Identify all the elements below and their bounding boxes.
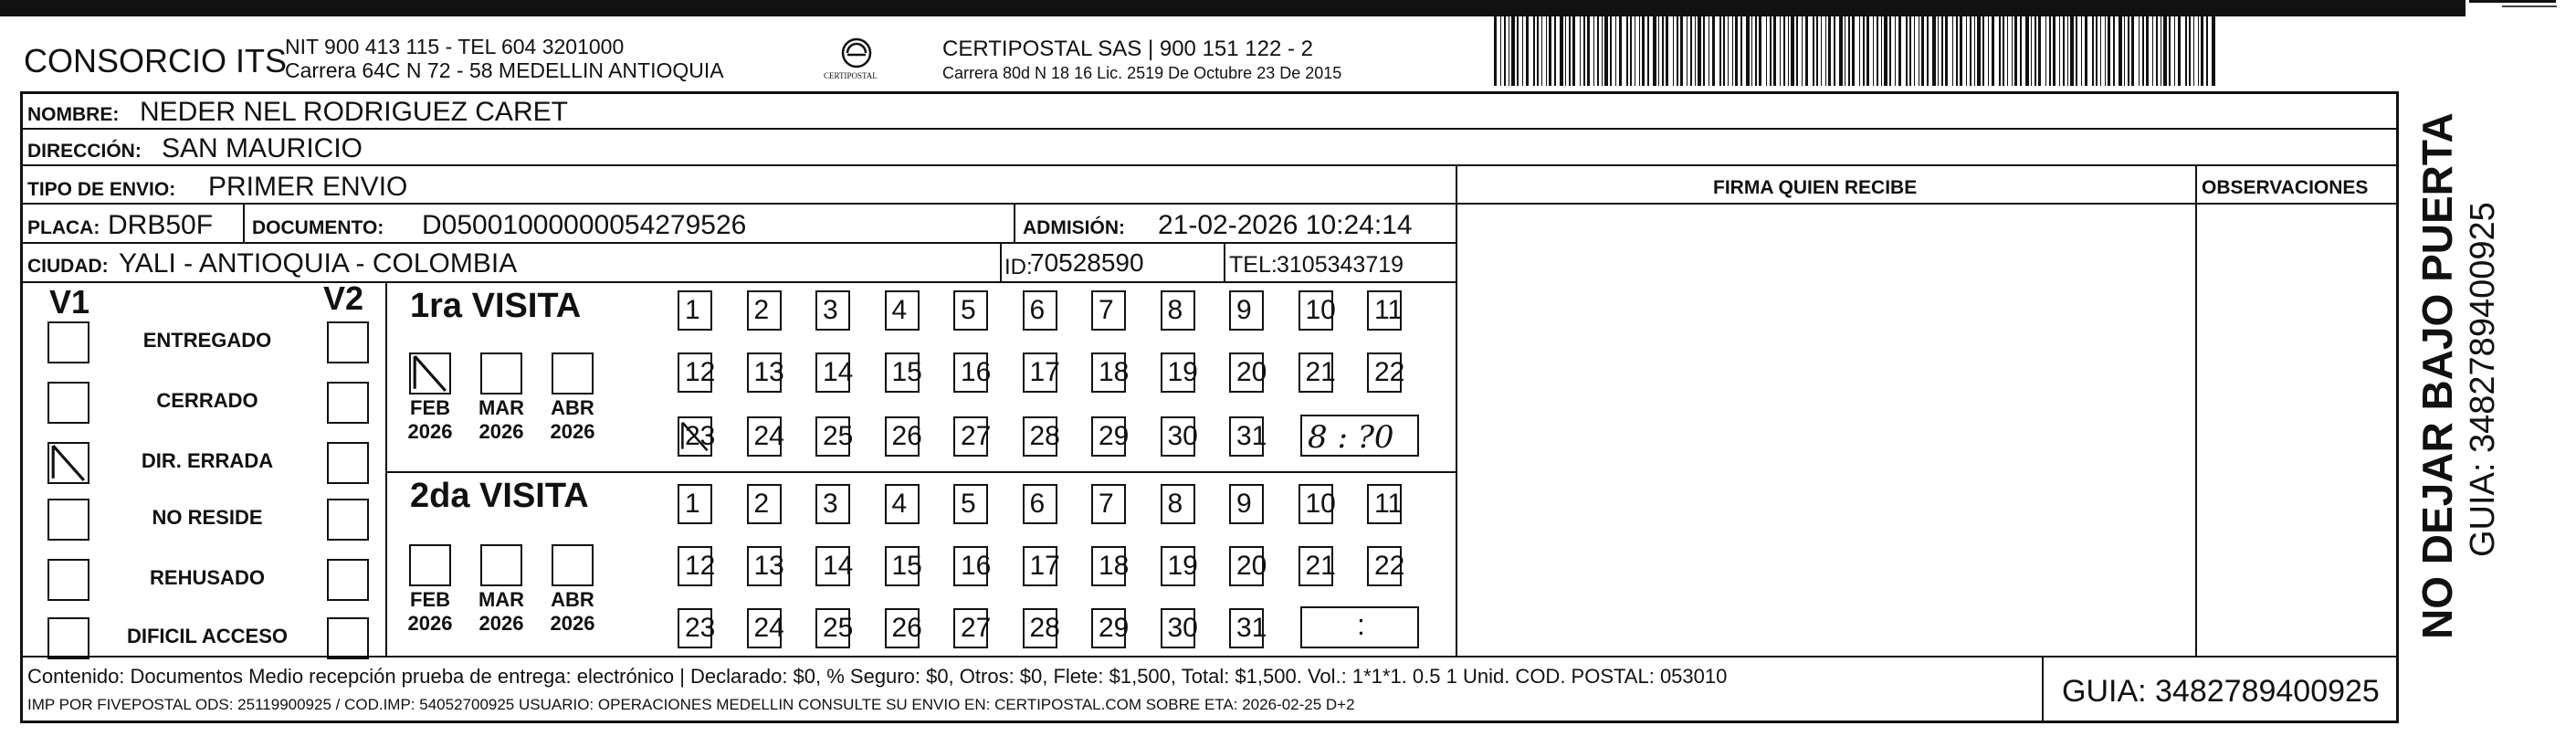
day-check-mark [679, 418, 710, 455]
day-box: 20 [1229, 546, 1264, 586]
day-box: 25 [815, 608, 850, 648]
company-name: CONSORCIO ITS [24, 42, 288, 79]
status-v2-checkbox [327, 382, 369, 424]
address-label: DIRECCIÓN: [27, 141, 142, 162]
col-divider [243, 203, 245, 243]
day-box: 24 [747, 608, 782, 648]
day-box: 12 [678, 352, 712, 393]
col-divider [2042, 656, 2044, 723]
day-box: 27 [953, 416, 988, 457]
footer-content: Contenido: Documentos Medio recepción prueba de entrega: electrónico | Declarado: $0, % Seguro: $0, Otros: $0, Flete: $1,500, Total: $1,500. Vol.: 1*1*1. 0.5 1 Unid. COD. POSTAL: 053010 [27, 665, 1728, 688]
day-box: 23 [678, 416, 712, 457]
day-box: 6 [1023, 484, 1057, 524]
month-label: MAR 2026 [478, 396, 525, 443]
day-box: 9 [1229, 290, 1264, 331]
document: D05001000000054279526 [422, 210, 747, 240]
visit1-time-box [1300, 415, 1419, 457]
status-v1-checkbox [47, 321, 89, 363]
day-box: 21 [1299, 546, 1333, 586]
status-label: DIFICIL ACCESO [126, 625, 288, 647]
month-checkbox-feb [409, 352, 451, 395]
side-guia: GUIA: 3482789400925 [2464, 202, 2502, 557]
visit2-time-placeholder: : [1357, 608, 1365, 641]
shipping-type: PRIMER ENVIO [208, 172, 408, 202]
status-label: CERRADO [156, 389, 258, 412]
logo-caption: CERTIPOSTAL [824, 71, 878, 80]
day-box: 6 [1023, 290, 1057, 331]
status-v1-checkbox [47, 442, 89, 484]
visit1-title: 1ra VISITA [410, 287, 582, 325]
status-v2-checkbox [327, 559, 369, 601]
day-box: 4 [885, 484, 920, 524]
status-label: NO RESIDE [152, 506, 263, 529]
day-box: 4 [885, 290, 920, 331]
col-divider [1224, 242, 1225, 282]
id-number: 70528590 [1030, 248, 1144, 277]
tel-label: TEL: [1229, 252, 1277, 278]
day-box: 14 [815, 546, 850, 586]
day-box: 13 [747, 352, 782, 393]
row-divider [20, 128, 2399, 130]
row-divider [20, 281, 1456, 283]
col-divider [1014, 203, 1015, 243]
admission: 21-02-2026 10:24:14 [1158, 210, 1413, 240]
day-box: 26 [885, 416, 920, 457]
month-label: MAR 2026 [478, 588, 525, 635]
status-v2-checkbox [327, 442, 369, 484]
footer-guia: GUIA: 3482789400925 [2062, 674, 2380, 709]
day-box: 30 [1161, 608, 1195, 648]
day-box: 22 [1367, 546, 1402, 586]
day-box: 11 [1367, 290, 1402, 331]
day-box: 30 [1161, 416, 1195, 457]
status-v2-checkbox [327, 499, 369, 541]
status-label: DIR. ERRADA [141, 449, 274, 472]
day-box: 16 [953, 352, 988, 393]
carrier-line: CERTIPOSTAL SAS | 900 151 122 - 2 [942, 37, 1313, 61]
plate-label: PLACA: [27, 217, 100, 238]
day-box: 31 [1229, 416, 1264, 457]
day-box: 3 [815, 290, 850, 331]
status-v1-checkbox [47, 617, 89, 659]
day-box: 19 [1161, 352, 1195, 393]
col-divider [385, 281, 387, 656]
day-box: 23 [678, 608, 712, 648]
day-box: 15 [885, 546, 920, 586]
day-box: 19 [1161, 546, 1195, 586]
recipient-name: NEDER NEL RODRIGUEZ CARET [140, 97, 568, 127]
id-label: ID: [1004, 255, 1033, 279]
document-label: DOCUMENTO: [252, 217, 384, 238]
month-checkbox-abr [552, 352, 594, 395]
day-box: 25 [815, 416, 850, 457]
day-box: 18 [1091, 352, 1126, 393]
day-box: 12 [678, 546, 712, 586]
day-box: 14 [815, 352, 850, 393]
day-box: 20 [1229, 352, 1264, 393]
day-box: 17 [1023, 546, 1057, 586]
observations-header: OBSERVACIONES [2202, 177, 2369, 198]
row-divider [20, 203, 2399, 205]
day-box: 26 [885, 608, 920, 648]
col-divider [1456, 166, 1457, 656]
row-divider [20, 164, 2399, 166]
month-label: ABR 2026 [550, 588, 595, 635]
city-label: CIUDAD: [27, 256, 109, 277]
admission-label: ADMISIÓN: [1023, 217, 1125, 238]
day-box: 15 [885, 352, 920, 393]
nit-line: NIT 900 413 115 - TEL 604 3201000 [285, 35, 625, 58]
day-box: 2 [747, 290, 782, 331]
day-box: 28 [1023, 416, 1057, 457]
month-checkbox-abr [552, 544, 594, 586]
day-box: 31 [1229, 608, 1264, 648]
month-checkbox-mar [480, 544, 522, 586]
day-box: 10 [1299, 290, 1333, 331]
side-notice: NO DEJAR BAJO PUERTA [2413, 112, 2461, 639]
city: YALI - ANTIOQUIA - COLOMBIA [119, 248, 518, 279]
status-v2-checkbox [327, 617, 369, 659]
day-box: 17 [1023, 352, 1057, 393]
top-border-bar-right [2469, 0, 2556, 3]
day-box: 29 [1091, 608, 1126, 648]
day-box: 29 [1091, 416, 1126, 457]
visit2-title: 2da VISITA [410, 477, 589, 515]
day-box: 9 [1229, 484, 1264, 524]
day-box: 7 [1091, 484, 1126, 524]
v2-label: V2 [323, 279, 364, 317]
day-box: 21 [1299, 352, 1333, 393]
status-label: REHUSADO [150, 566, 265, 589]
day-box: 22 [1367, 352, 1402, 393]
status-v1-checkbox [47, 382, 89, 424]
status-v1-checkbox [47, 499, 89, 541]
day-box: 27 [953, 608, 988, 648]
row-divider [20, 242, 1456, 244]
day-box: 2 [747, 484, 782, 524]
certipostal-logo [820, 35, 893, 88]
visit1-time-written: 8 : ?0 [1308, 419, 1394, 456]
day-box: 8 [1161, 290, 1195, 331]
day-box: 11 [1367, 484, 1402, 524]
day-box: 10 [1299, 484, 1333, 524]
shipping-type-label: TIPO DE ENVIO: [27, 179, 176, 200]
carrier-address: Carrera 80d N 18 16 Lic. 2519 De Octubre 23 De 2015 [942, 64, 1342, 82]
top-dash [2502, 5, 2557, 7]
day-box: 3 [815, 484, 850, 524]
status-label: ENTREGADO [142, 329, 272, 352]
footer-imp: IMP POR FIVEPOSTAL ODS: 25119900925 / COD.IMP: 54052700925 USUARIO: OPERACIONES MEDELLIN CONSULTE SU ENVIO EN: CERTIPOSTAL.COM SOBRE ETA: 2026-02-25 D+2 [27, 696, 1355, 713]
month-label: FEB 2026 [407, 396, 453, 443]
day-box: 16 [953, 546, 988, 586]
tel-number: 3105343719 [1277, 252, 1404, 278]
day-box: 13 [747, 546, 782, 586]
barcode [1494, 15, 2220, 86]
status-v2-checkbox [327, 321, 369, 363]
day-box: 8 [1161, 484, 1195, 524]
day-box: 1 [678, 484, 712, 524]
day-box: 5 [953, 484, 988, 524]
name-label: NOMBRE: [27, 104, 120, 125]
row-divider [385, 471, 1456, 473]
signature-header: FIRMA QUIEN RECIBE [1713, 177, 1918, 198]
month-label: FEB 2026 [407, 588, 453, 635]
col-divider [1000, 242, 1002, 282]
day-box: 18 [1091, 546, 1126, 586]
day-box: 7 [1091, 290, 1126, 331]
plate: DRB50F [108, 210, 214, 240]
day-box: 28 [1023, 608, 1057, 648]
day-box: 5 [953, 290, 988, 331]
recipient-address: SAN MAURICIO [162, 133, 363, 163]
status-v1-checkbox [47, 559, 89, 601]
v1-label: V1 [49, 283, 90, 321]
month-checkbox-mar [480, 352, 522, 395]
company-address: Carrera 64C N 72 - 58 MEDELLIN ANTIOQUIA [285, 58, 724, 82]
day-box: 1 [678, 290, 712, 331]
day-box: 24 [747, 416, 782, 457]
col-divider [2195, 166, 2197, 656]
month-label: ABR 2026 [550, 396, 595, 443]
month-checkbox-feb [409, 544, 451, 586]
